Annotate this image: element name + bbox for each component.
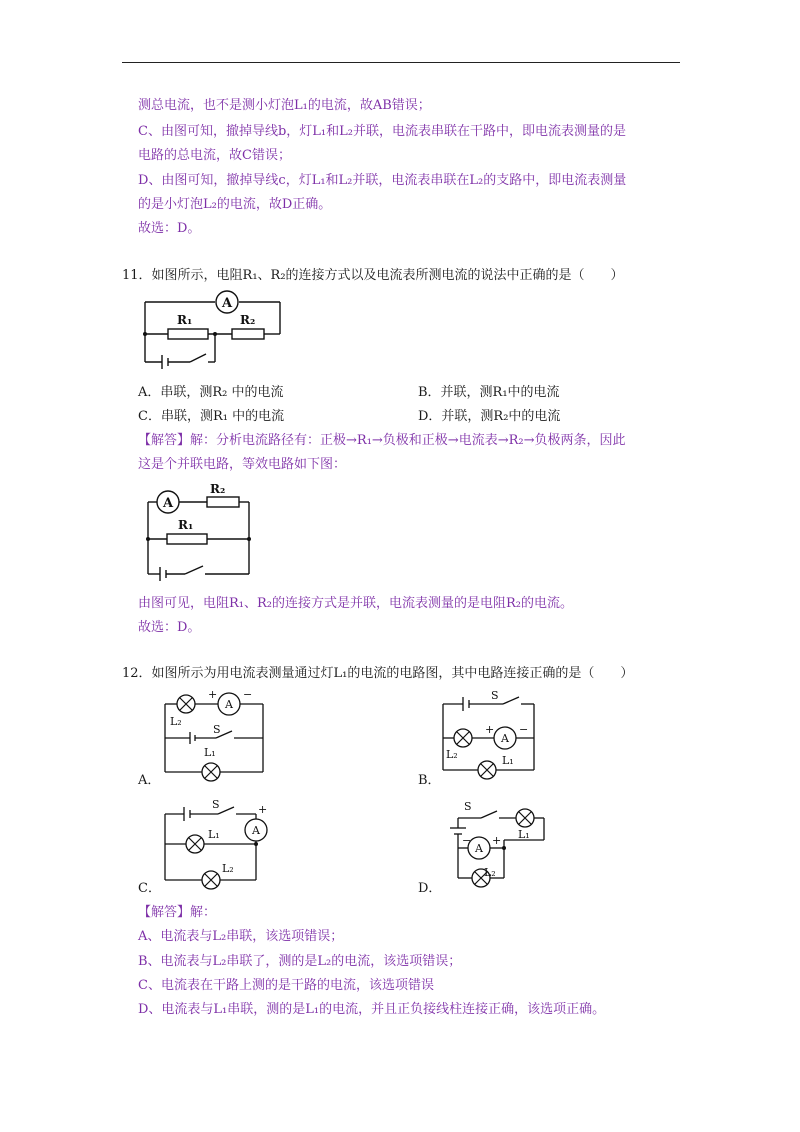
q11-answer-line-1 [138,433,625,449]
q12b-ammeter-label: A [501,732,509,745]
q11-eq-r1-label: R₁ [178,518,194,532]
q12d-ammeter-label: A [475,842,483,855]
prev-answer-line-3: 电路的总电流，故C错误； [138,148,291,163]
q12-stem: 12．如图所示为用电流表测量通过灯L₁的电流的电路图，其中电路连接正确的是（ ） [122,666,634,681]
q12a-minus: − [243,688,253,701]
q12-answer-head-text: 解： [190,905,217,920]
q12d-plus: + [492,834,502,847]
q12-figure-b [438,688,548,780]
prev-answer-line-6: 故选：D。 [138,221,201,236]
q12-option-a-label: A． [138,773,161,788]
q12-option-c-label: C． [138,881,161,896]
q12a-l2-label: L₂ [170,715,182,728]
prev-answer-line-1: 测总电流，也不是测小灯泡L₁的电流，故AB错误； [138,98,431,113]
q12b-switch-label: S [491,689,499,702]
q12b-plus: + [485,723,495,736]
prev-answer-line-5: 的是小灯泡L₂的电流，故D正确。 [138,197,332,212]
q12d-minus: − [462,834,472,847]
q11-equivalent-circuit-figure [145,482,255,582]
q12-answer-head [138,905,216,921]
q12c-plus: + [258,803,268,816]
q12-option-d-label: D． [418,881,442,896]
q12b-minus: − [519,723,529,736]
header-rule [122,62,680,63]
q12-figure-a [160,688,270,780]
q11-ammeter-label: A [221,296,233,311]
q12-answer-line-2: B、电流表与L₂串联了，测的是L₂的电流，该选项错误； [138,954,462,969]
q12-answer-line-3: C、电流表在干路上测的是干路的电流，该选项错误 [138,978,434,993]
q12d-l1-label: L₁ [518,828,530,841]
q11-stem: 11．如图所示，电阻R₁、R₂的连接方式以及电流表所测电流的说法中正确的是（ ） [122,268,624,283]
q12-answer-tag: 【解答】 [138,905,191,920]
q11-answer-text-1: 解：分析电流路径有：正极→R₁→负极和正极→电流表→R₂→负极两条，因此 [190,433,626,448]
q11-option-d: D．并联，测R₂中的电流 [418,409,561,424]
q12c-l1-label: L₁ [208,828,220,841]
q12c-switch-label: S [212,798,220,811]
q11-option-a: A．串联，测R₂ 中的电流 [138,385,284,400]
q12a-l1-label: L₁ [204,746,216,759]
q12-option-b-label: B． [418,773,441,788]
q12c-l2-label: L₂ [222,862,234,875]
q11-circuit-figure [140,290,285,370]
q11-option-c: C．串联，测R₁ 中的电流 [138,409,285,424]
q11-r2-label: R₂ [240,313,256,327]
q12a-ammeter-label: A [225,698,233,711]
q12-figure-d [436,796,548,890]
q11-answer-line-2: 这是个并联电路，等效电路如下图： [138,457,347,472]
q12b-l2-label: L₂ [446,748,458,761]
q11-eq-ammeter-label: A [162,496,174,511]
q12c-ammeter-label: A [252,824,260,837]
q11-r1-label: R₁ [177,313,193,327]
q12-figure-c [160,796,275,890]
q12-answer-line-1: A、电流表与L₂串联，该选项错误； [138,929,344,944]
q12a-plus: + [208,688,218,701]
q11-eq-r2-label: R₂ [210,482,226,496]
prev-answer-line-4: D、由图可知，撤掉导线c，灯L₁和L₂并联，电流表串联在L₂的支路中，即电流表测量 [138,173,627,188]
q12-answer-line-4: D、电流表与L₁串联，测的是L₁的电流，并且正负接线柱连接正确，该选项正确。 [138,1002,606,1017]
q11-option-b: B．并联，测R₁中的电流 [418,385,560,400]
q12d-l2-label: L₂ [484,866,496,879]
q11-answer-line-3: 由图可见，电阻R₁、R₂的连接方式是并联，电流表测量的是电阻R₂的电流。 [138,596,573,611]
prev-answer-line-2: C、由图可知，撤掉导线b，灯L₁和L₂并联，电流表串联在干路中，即电流表测量的是 [138,124,626,139]
q11-answer-line-4: 故选：D。 [138,620,201,635]
q12b-l1-label: L₁ [502,754,514,767]
q11-answer-tag: 【解答】 [138,433,191,448]
q12a-switch-label: S [213,723,221,736]
q12d-switch-label: S [464,800,472,813]
